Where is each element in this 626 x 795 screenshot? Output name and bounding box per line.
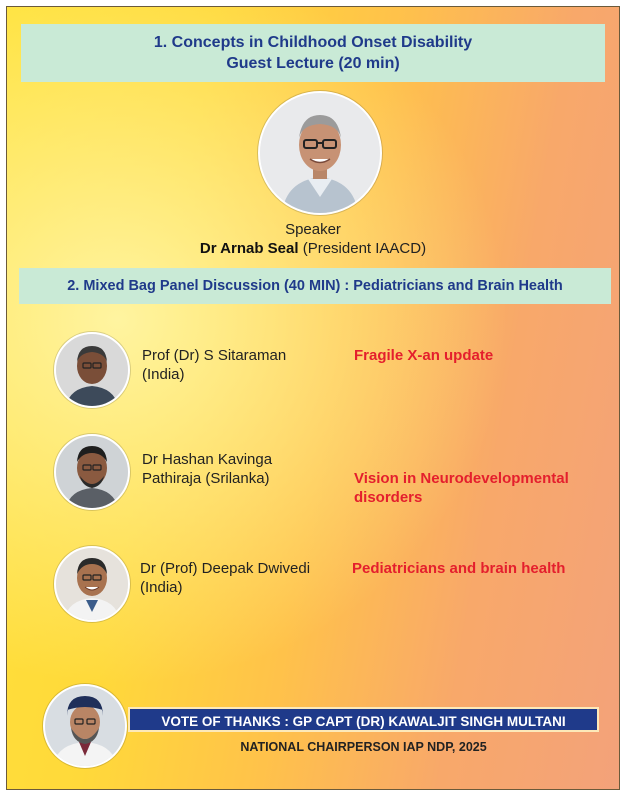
chairperson-title: NATIONAL CHAIRPERSON IAP NDP, 2025 [240,740,487,754]
panelist-topic: Pediatricians and brain health [352,560,566,577]
vote-of-thanks-banner: VOTE OF THANKS : GP CAPT (DR) KAWALJIT SINGH MULTANI [128,707,599,732]
panelist-topic: Vision in Neurodevelopmental disorders [354,470,569,506]
speaker-name: Dr Arnab Seal [199,240,299,257]
panelist-photo [54,434,130,510]
panelist-name: Dr Hashan Kavinga Pathiraja (Srilanka) [142,451,273,487]
panelist-topic: Fragile X-an update [354,347,494,364]
speaker-role: Speaker [285,221,341,238]
section1-subtitle: Guest Lecture (20 min) [226,55,400,72]
panelist-photo [54,546,130,622]
thanks-person-photo [43,684,127,768]
speaker-line [7,240,619,257]
panelist-name: Dr (Prof) Deepak Dwivedi (India) [140,560,311,596]
speaker-photo [258,91,382,215]
panelist-photo [54,332,130,408]
section2-title: 2. Mixed Bag Panel Discussion (40 MIN) : Pediatricians and Brain Health [19,268,611,304]
flyer-page [6,6,620,790]
panelist-name: Prof (Dr) S Sitaraman (India) [142,347,287,383]
section1-header [21,24,605,82]
speaker-affiliation: (President IAACD) [302,240,427,257]
section1-title: 1. Concepts in Childhood Onset Disability [153,34,473,51]
